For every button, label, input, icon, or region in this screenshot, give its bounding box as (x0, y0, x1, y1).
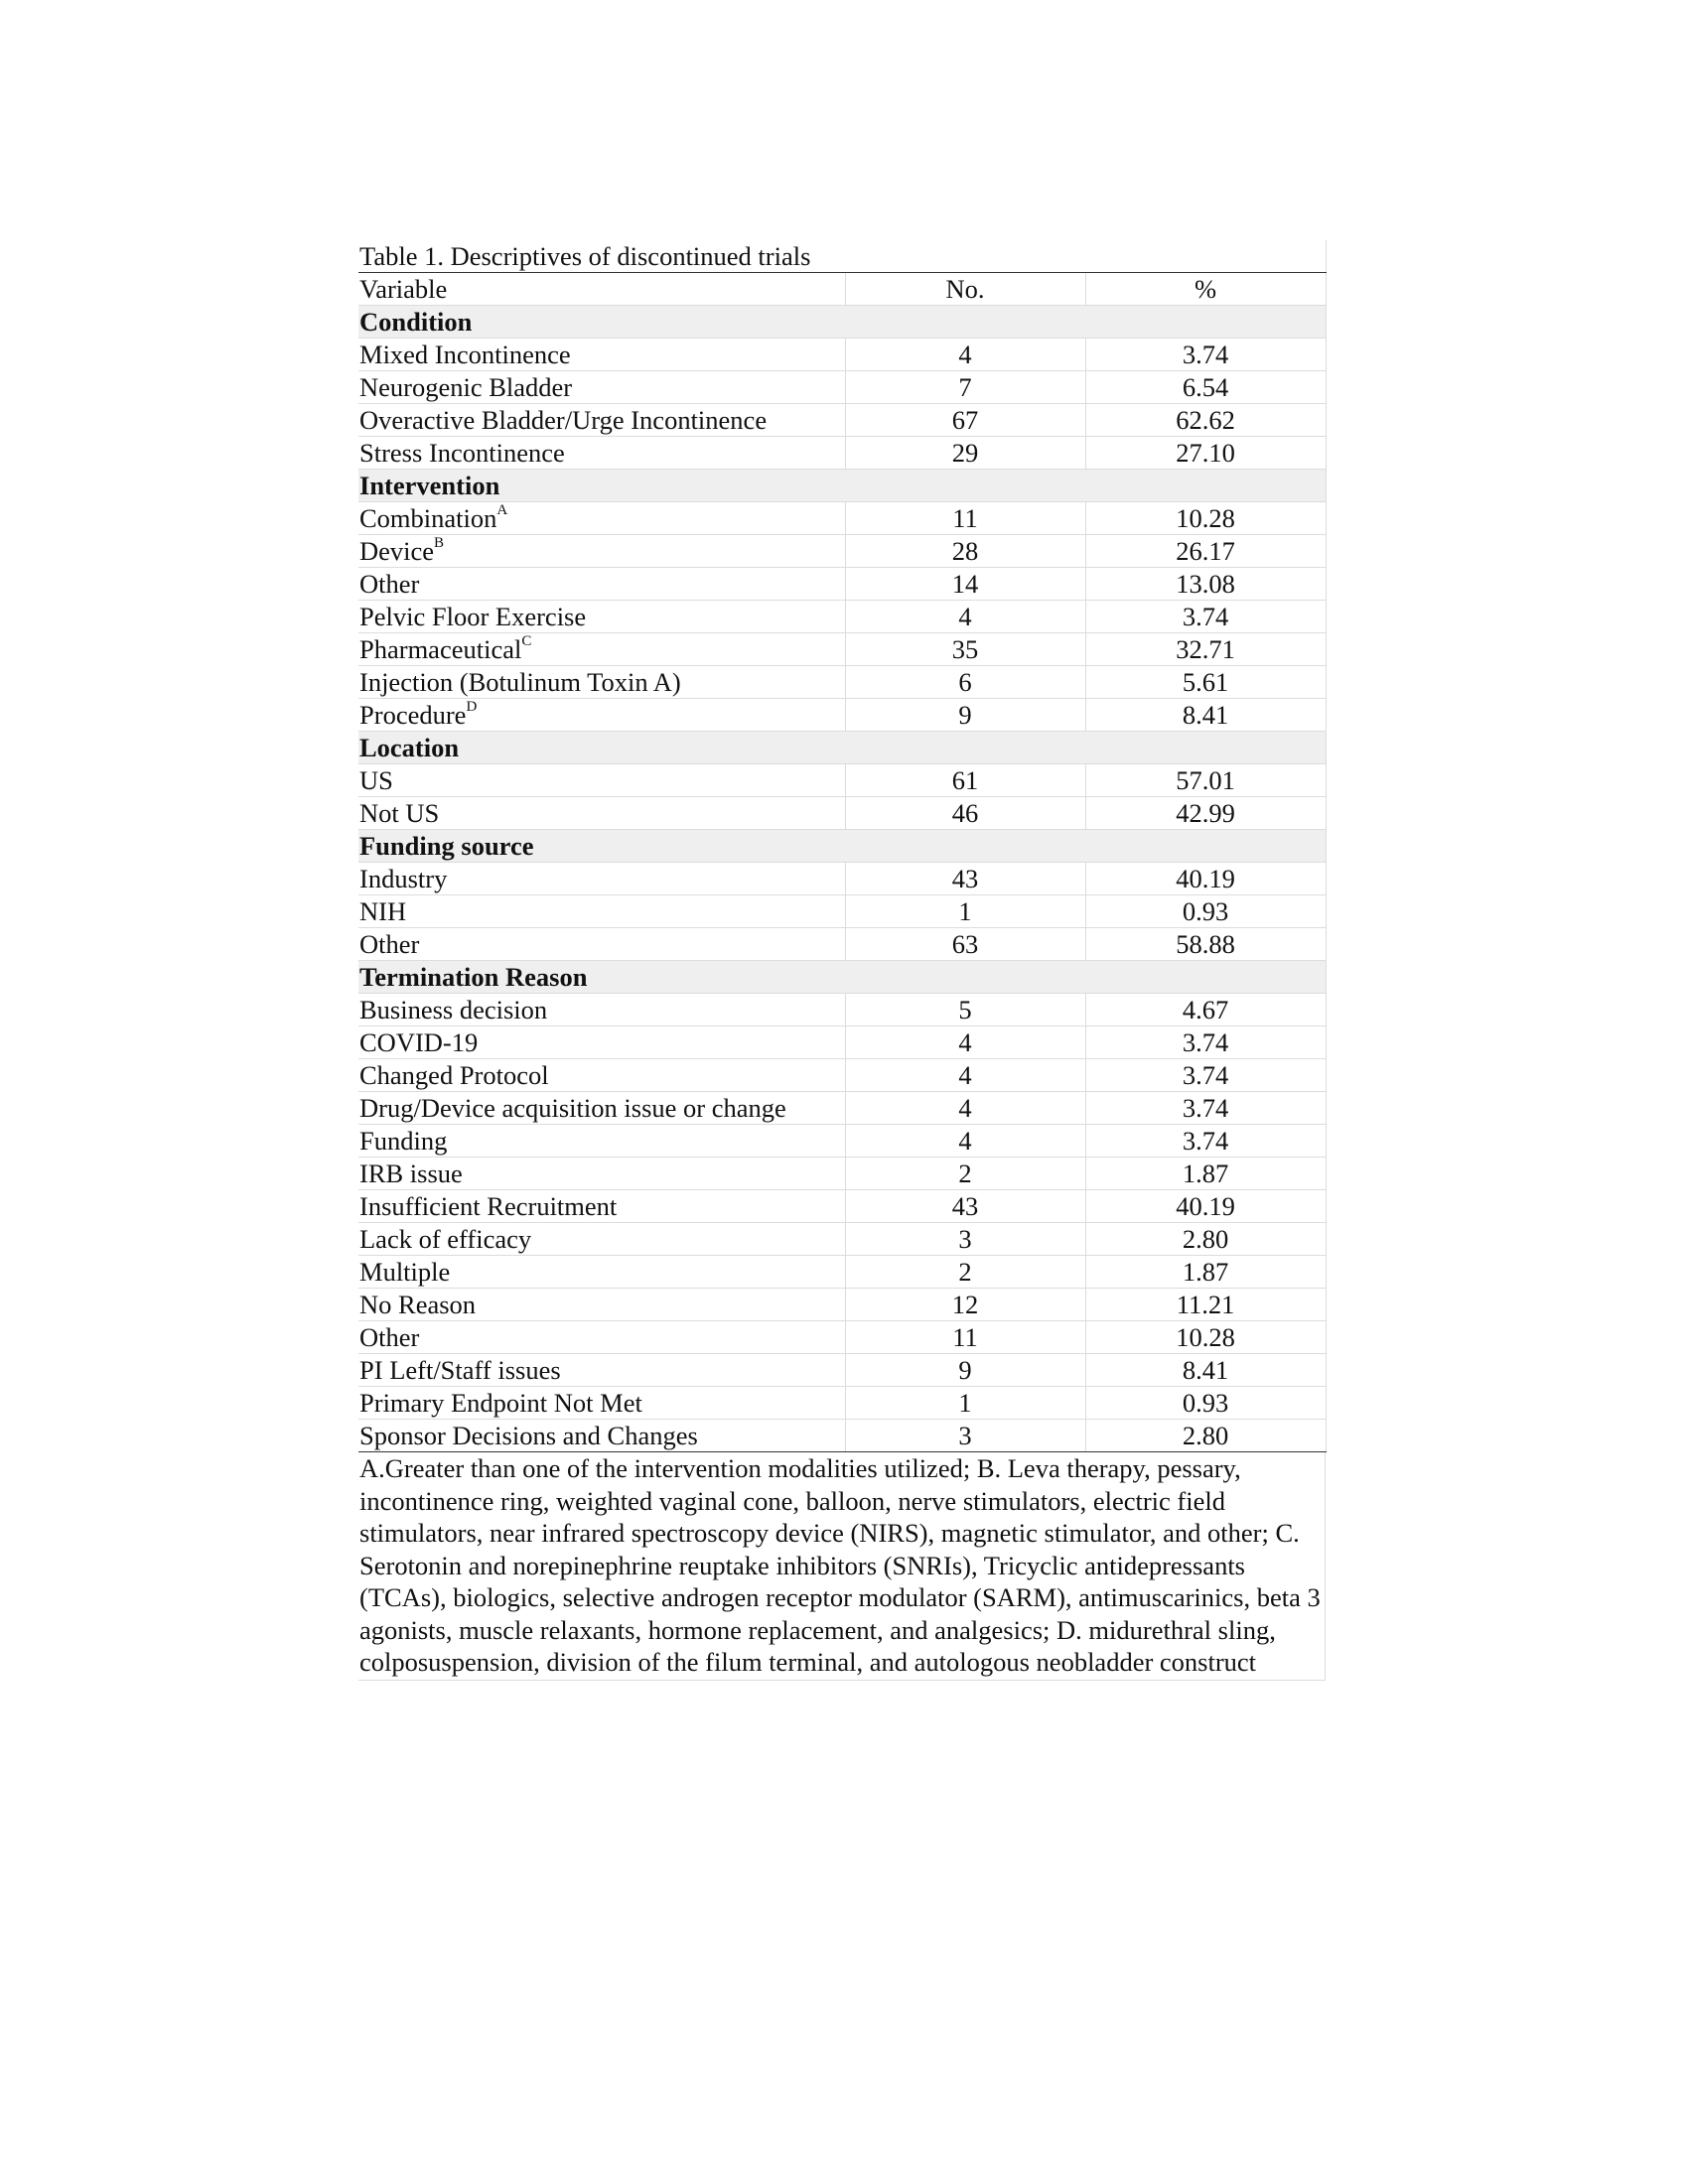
table-row (358, 1256, 1326, 1289)
row-count: 1 (845, 895, 1085, 928)
descriptives-table (358, 240, 1327, 1452)
row-count: 6 (845, 666, 1085, 699)
row-count: 1 (845, 1387, 1085, 1420)
row-percent: 3.74 (1085, 1059, 1326, 1092)
row-count: 7 (845, 371, 1085, 404)
table-row (358, 1321, 1326, 1354)
table-row (358, 1158, 1326, 1190)
row-label: Business decision (359, 995, 548, 1024)
row-label: Mixed Incontinence (359, 340, 571, 369)
row-count: 63 (845, 928, 1085, 961)
table-title: Table 1. Descriptives of discontinued trials (358, 240, 1326, 273)
row-count: 3 (845, 1420, 1085, 1452)
row-count: 29 (845, 437, 1085, 470)
row-label: No Reason (359, 1290, 477, 1319)
row-label-cell (358, 1092, 845, 1125)
row-count: 4 (845, 339, 1085, 371)
table-row (358, 1289, 1326, 1321)
row-percent: 40.19 (1085, 863, 1326, 895)
row-percent: 3.74 (1085, 339, 1326, 371)
row-percent: 1.87 (1085, 1158, 1326, 1190)
row-count: 2 (845, 1256, 1085, 1289)
row-label-cell (358, 437, 845, 470)
row-label-cell (358, 1321, 845, 1354)
header-variable: Variable (358, 273, 845, 306)
row-percent: 10.28 (1085, 1321, 1326, 1354)
table-row (358, 1387, 1326, 1420)
row-percent: 42.99 (1085, 797, 1326, 830)
section-row (358, 470, 1326, 502)
row-percent: 5.61 (1085, 666, 1326, 699)
table-row (358, 404, 1326, 437)
table-container (358, 240, 1326, 1681)
row-label-cell (358, 1190, 845, 1223)
row-label-cell (358, 1354, 845, 1387)
row-label-cell (358, 1289, 845, 1321)
row-percent: 26.17 (1085, 535, 1326, 568)
row-count: 61 (845, 764, 1085, 797)
header-count: No. (845, 273, 1085, 306)
row-percent: 3.74 (1085, 1092, 1326, 1125)
row-label: Other (359, 569, 420, 599)
row-label-cell (358, 1125, 845, 1158)
footnote-marker: C (521, 633, 532, 650)
row-label-cell (358, 404, 845, 437)
table-row (358, 437, 1326, 470)
row-label-cell (358, 601, 845, 633)
row-count: 67 (845, 404, 1085, 437)
row-label: Sponsor Decisions and Changes (359, 1421, 698, 1450)
table-row (358, 601, 1326, 633)
row-label-cell (358, 764, 845, 797)
row-percent: 3.74 (1085, 1125, 1326, 1158)
footnote-marker: A (496, 502, 508, 519)
row-label-cell (358, 502, 845, 535)
row-label: Procedure (359, 700, 467, 730)
table-row (358, 568, 1326, 601)
row-label-cell (358, 633, 845, 666)
row-label: Primary Endpoint Not Met (359, 1388, 642, 1418)
table-row (358, 666, 1326, 699)
row-percent: 0.93 (1085, 895, 1326, 928)
table-row (358, 1420, 1326, 1452)
table-row (358, 994, 1326, 1026)
row-label: Pharmaceutical (359, 634, 522, 664)
row-label-cell (358, 1256, 845, 1289)
row-label-cell (358, 1420, 845, 1452)
row-percent: 2.80 (1085, 1420, 1326, 1452)
row-percent: 13.08 (1085, 568, 1326, 601)
row-label-cell (358, 895, 845, 928)
row-label: Not US (359, 798, 440, 828)
row-percent: 27.10 (1085, 437, 1326, 470)
row-count: 12 (845, 1289, 1085, 1321)
row-label-cell (358, 535, 845, 568)
row-percent: 62.62 (1085, 404, 1326, 437)
row-label-cell (358, 1059, 845, 1092)
row-count: 4 (845, 1059, 1085, 1092)
header-row (358, 273, 1326, 306)
row-label-cell (358, 339, 845, 371)
table-row (358, 535, 1326, 568)
footnote-marker: B (434, 535, 445, 552)
row-count: 4 (845, 601, 1085, 633)
row-label: Stress Incontinence (359, 438, 565, 468)
row-label: Device (359, 536, 435, 566)
row-count: 4 (845, 1026, 1085, 1059)
table-row (358, 1026, 1326, 1059)
row-percent: 11.21 (1085, 1289, 1326, 1321)
row-percent: 40.19 (1085, 1190, 1326, 1223)
section-row (358, 732, 1326, 764)
row-label-cell (358, 928, 845, 961)
row-percent: 6.54 (1085, 371, 1326, 404)
row-label: Neurogenic Bladder (359, 372, 573, 402)
table-row (358, 895, 1326, 928)
table-body (358, 240, 1326, 1452)
table-footnote: A.Greater than one of the intervention modalities utilized; B. Leva therapy, pessary, incontinence ring, weighted vaginal cone, balloon, nerve stimulators, electric field stimulators, near infrared spectroscopy device (NIRS), magnetic stimulator, and other; C. Serotonin and norepinephrine reuptake inhibitors (SNRIs), Tricyclic antidepressants (TCAs), biologics, selective androgen receptor modulator (SARM), antimuscarinics, beta 3 agonists, muscle relaxants, hormone replacement, and analgesics; D. midurethral sling, colposuspension, division of the filum terminal, and autologous neobladder construct (358, 1452, 1326, 1681)
table-row (358, 928, 1326, 961)
section-heading: Funding source (358, 830, 1326, 863)
row-count: 4 (845, 1125, 1085, 1158)
row-count: 3 (845, 1223, 1085, 1256)
table-row (358, 339, 1326, 371)
row-label: Changed Protocol (359, 1060, 549, 1090)
row-label-cell (358, 1026, 845, 1059)
row-percent: 0.93 (1085, 1387, 1326, 1420)
row-count: 35 (845, 633, 1085, 666)
table-row (358, 1223, 1326, 1256)
section-row (358, 961, 1326, 994)
row-label-cell (358, 863, 845, 895)
row-label: Multiple (359, 1257, 451, 1287)
row-label: Other (359, 929, 420, 959)
row-label: Lack of efficacy (359, 1224, 532, 1254)
table-row (358, 797, 1326, 830)
table-row (358, 1125, 1326, 1158)
table-row (358, 502, 1326, 535)
row-label-cell (358, 666, 845, 699)
row-label: COVID-19 (359, 1027, 479, 1057)
row-count: 14 (845, 568, 1085, 601)
row-label: IRB issue (359, 1159, 463, 1188)
row-percent: 58.88 (1085, 928, 1326, 961)
table-title-row (358, 240, 1326, 273)
row-label: Combination (359, 503, 497, 533)
row-percent: 4.67 (1085, 994, 1326, 1026)
table-row (358, 1354, 1326, 1387)
row-label: PI Left/Staff issues (359, 1355, 561, 1385)
row-count: 11 (845, 1321, 1085, 1354)
row-label: Injection (Botulinum Toxin A) (359, 667, 681, 697)
row-percent: 1.87 (1085, 1256, 1326, 1289)
row-label: NIH (359, 896, 407, 926)
section-row (358, 306, 1326, 339)
row-label: Drug/Device acquisition issue or change (359, 1093, 786, 1123)
row-count: 11 (845, 502, 1085, 535)
row-percent: 8.41 (1085, 1354, 1326, 1387)
row-count: 2 (845, 1158, 1085, 1190)
row-label: Pelvic Floor Exercise (359, 602, 587, 631)
row-percent: 3.74 (1085, 601, 1326, 633)
row-count: 46 (845, 797, 1085, 830)
row-label-cell (358, 1223, 845, 1256)
row-label-cell (358, 1387, 845, 1420)
row-count: 9 (845, 699, 1085, 732)
row-percent: 8.41 (1085, 699, 1326, 732)
row-label: Industry (359, 864, 448, 893)
row-percent: 32.71 (1085, 633, 1326, 666)
row-label: Insufficient Recruitment (359, 1191, 618, 1221)
row-label: US (359, 765, 393, 795)
table-row (358, 633, 1326, 666)
table-row (358, 863, 1326, 895)
row-label: Overactive Bladder/Urge Incontinence (359, 405, 768, 435)
row-label-cell (358, 797, 845, 830)
row-percent: 3.74 (1085, 1026, 1326, 1059)
row-count: 43 (845, 863, 1085, 895)
table-row (358, 764, 1326, 797)
row-label-cell (358, 1158, 845, 1190)
row-percent: 2.80 (1085, 1223, 1326, 1256)
row-count: 9 (845, 1354, 1085, 1387)
header-percent: % (1085, 273, 1326, 306)
row-count: 28 (845, 535, 1085, 568)
row-label-cell (358, 371, 845, 404)
section-heading: Condition (358, 306, 1326, 339)
table-row (358, 1059, 1326, 1092)
row-label: Funding (359, 1126, 448, 1156)
section-heading: Location (358, 732, 1326, 764)
row-percent: 57.01 (1085, 764, 1326, 797)
footnote-marker: D (466, 699, 478, 716)
row-label-cell (358, 699, 845, 732)
row-count: 5 (845, 994, 1085, 1026)
section-heading: Intervention (358, 470, 1326, 502)
table-row (358, 699, 1326, 732)
table-row (358, 1190, 1326, 1223)
table-row (358, 1092, 1326, 1125)
row-label-cell (358, 994, 845, 1026)
section-row (358, 830, 1326, 863)
section-heading: Termination Reason (358, 961, 1326, 994)
row-percent: 10.28 (1085, 502, 1326, 535)
row-label: Other (359, 1322, 420, 1352)
row-count: 4 (845, 1092, 1085, 1125)
row-count: 43 (845, 1190, 1085, 1223)
row-label-cell (358, 568, 845, 601)
table-row (358, 371, 1326, 404)
